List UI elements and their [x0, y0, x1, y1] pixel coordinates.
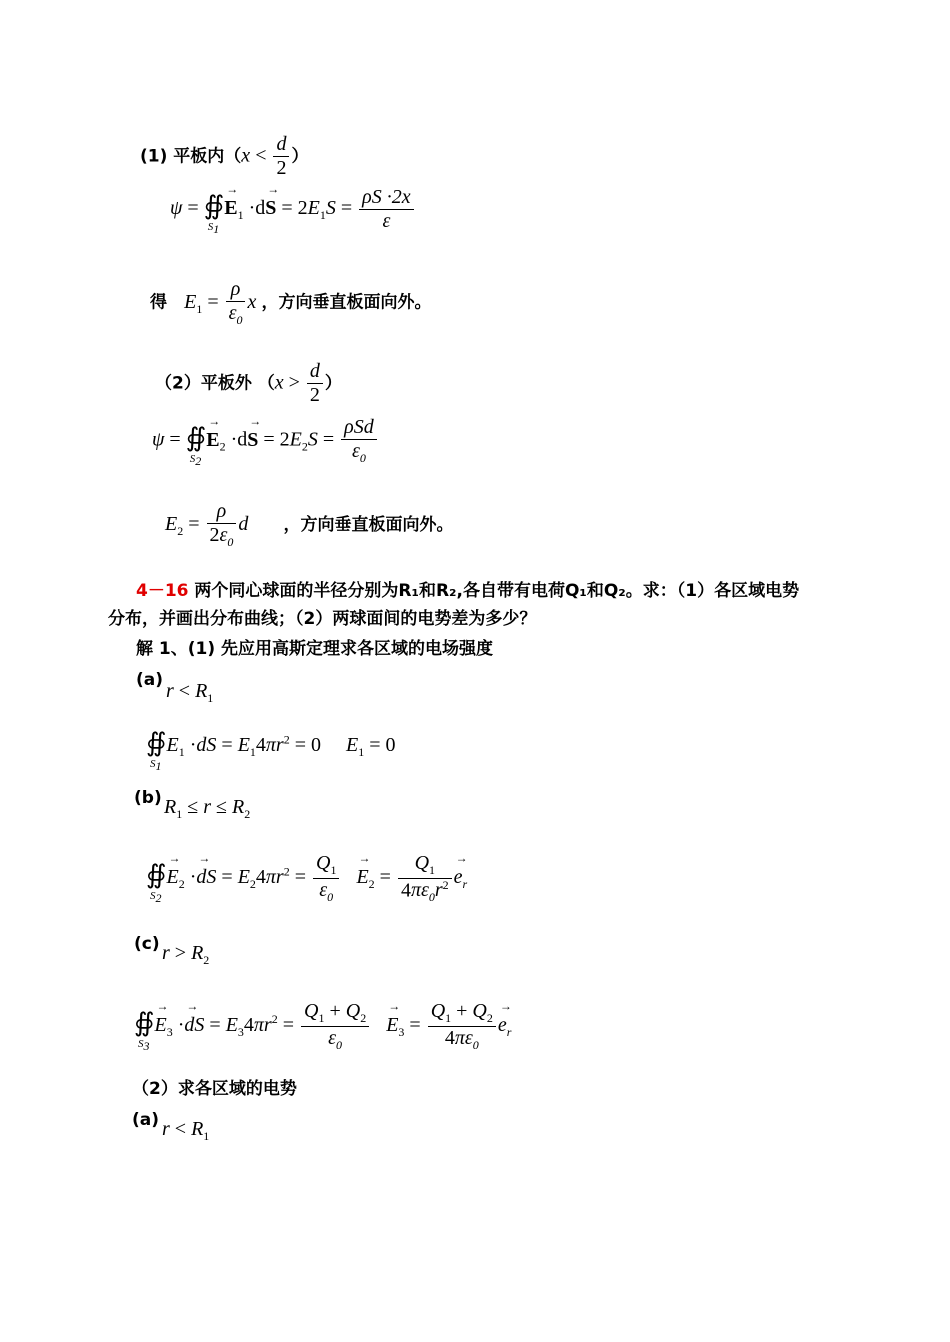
solution-line: 解 1、(1) 先应用高斯定理求各区域的电场强度	[136, 639, 494, 659]
gauss-equation-outside: ψ = ∯ $S_2$ → $E_2 \cdot d\to S = 2E_2S$ = $\frac{\text{ρSd}}{\varepsilon_0}$	[152, 416, 379, 466]
case-b-condition: $R_1 \le r \le R_2$	[164, 796, 251, 821]
case-b-label: (b)	[134, 788, 162, 808]
problem-line2: 分布，并画出分布曲线；（2）两球面间的电势差为多少？	[108, 609, 537, 629]
problem-number: 4－16	[136, 581, 189, 601]
part2-heading: （2）平板外 （x > $\frac{d}{2}$ ）	[155, 360, 342, 406]
part1-heading: (1) 平板内（x < $\frac{d}{2}$ ）	[140, 133, 309, 179]
case-c-label: (c)	[134, 934, 160, 954]
case-a2-condition: $r < R_1$	[162, 1118, 210, 1143]
case-a-equation: ∯ $S_1$ $E_1 \cdot dS = E_14\pi r^2 = 0$ $E_1 = 0$	[146, 728, 396, 774]
conclusion-inside: 得 $E_1$ = $\frac{\rho}{\varepsilon_0}$ x ，方向垂直板面向外。	[150, 278, 432, 327]
problem-line1: 4－16 两个同心球面的半径分别为R₁和R₂,各自带有电荷Q₁和Q₂。求：（1）各区域电势	[136, 581, 800, 601]
case-b-equation: ∯ $S_2$ → $E_2$ ·→ dS = $E_24\pi r^2$ = $\frac{Q_1}{\varepsilon_0}$ → $E_2$ = $\frac{Q_1}{4\pi\varepsilon_0r^2}$ → $e_r$	[146, 852, 467, 905]
gauss-equation-inside: ψ = ∯ $S_1$ → $E_1 \cdot d\to S = 2E_1S$ = $\frac{\rho S \cdot 2x}{\varepsilon}$	[170, 186, 416, 233]
case-c-condition: $r > R_2$	[162, 942, 210, 967]
conclusion-outside: $E_2$ = $\frac{\rho}{2\varepsilon_0}$ d ，方向垂直板面向外。	[165, 500, 454, 549]
case-a-condition: $r < R_1$	[166, 680, 214, 705]
part-potential-heading: （2）求各区域的电势	[132, 1079, 297, 1099]
case-c-equation: ∯ $S_3$ → $E_3$ ·→ dS = $E_34\pi r^2$ = $\frac{Q_1 + Q_2}{\varepsilon_0}$ → $E_3$ = $\frac{Q_1 + Q_2}{4\pi\varepsilon_0}$ → $e_r$	[134, 1000, 511, 1053]
case-a2-label: (a)	[132, 1110, 160, 1130]
case-a-label: (a)	[136, 670, 164, 690]
